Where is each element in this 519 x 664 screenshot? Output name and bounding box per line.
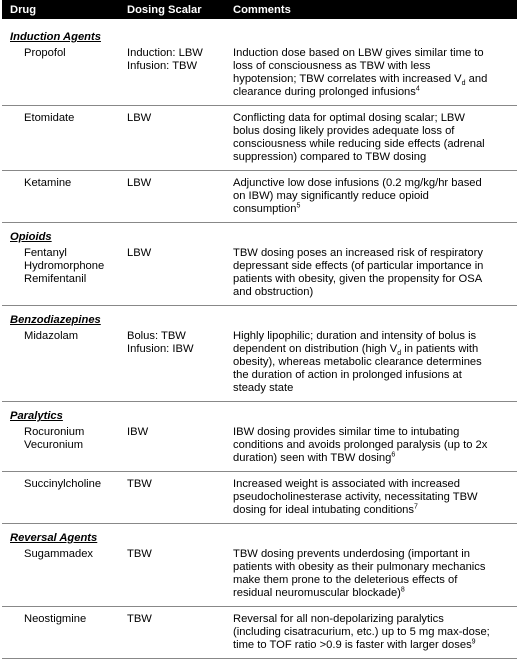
dosing-scalar-cell bbox=[125, 112, 231, 164]
scalar-line: LBW bbox=[127, 112, 152, 124]
drug-cell bbox=[2, 548, 125, 600]
drug-cell bbox=[2, 47, 125, 99]
drug-cell bbox=[2, 247, 125, 299]
drug-line: Midazolam bbox=[24, 330, 79, 342]
table-row bbox=[2, 426, 517, 465]
dosing-scalar-cell bbox=[125, 426, 231, 465]
comment-line: make them prone to the deleterious effects of bbox=[233, 574, 458, 586]
drug-line: Fentanyl bbox=[24, 247, 67, 259]
header-comments: Comments bbox=[233, 3, 291, 16]
section-spacer bbox=[2, 306, 517, 314]
scalar-line: TBW bbox=[127, 478, 152, 490]
drug-line: Neostigmine bbox=[24, 613, 87, 625]
table-row bbox=[2, 478, 517, 517]
comment-line: steady state bbox=[233, 382, 294, 394]
section-spacer bbox=[2, 223, 517, 231]
comment-line: time to TOF ratio >0.9 is faster with larger doses$^9$ bbox=[233, 638, 476, 651]
section-title: Induction Agents bbox=[10, 31, 101, 43]
dosing-scalar-cell bbox=[125, 47, 231, 99]
comments-cell bbox=[231, 177, 517, 216]
drug-line: Hydromorphone bbox=[24, 260, 105, 272]
comment-line: pseudocholinesterase activity, necessitating TBW bbox=[233, 491, 478, 503]
section-title: Paralytics bbox=[10, 410, 63, 422]
scalar-line: TBW bbox=[127, 613, 152, 625]
comment-line: bolus dosing likely provides adequate loss of bbox=[233, 125, 455, 137]
drug-line: Etomidate bbox=[24, 112, 75, 124]
comment-line: TBW dosing poses an increased risk of respiratory bbox=[233, 247, 483, 259]
scalar-line: Bolus: TBW bbox=[127, 330, 186, 342]
comment-line: suppression) compared to TBW dosing bbox=[233, 151, 427, 163]
comment-line: and obstruction) bbox=[233, 286, 314, 298]
table-header bbox=[2, 0, 517, 19]
comment-line: Induction dose based on LBW gives similar time to bbox=[233, 47, 484, 59]
comments-cell bbox=[231, 478, 517, 517]
comment-line: duration) seen with TBW dosing$^6$ bbox=[233, 451, 396, 464]
table-row bbox=[2, 548, 517, 600]
header-dosing-scalar: Dosing Scalar bbox=[127, 3, 202, 16]
section-spacer bbox=[2, 19, 517, 31]
drug-cell bbox=[2, 426, 125, 465]
comments-cell bbox=[231, 47, 517, 99]
comment-line: Increased weight is associated with increased bbox=[233, 478, 460, 490]
section-title: Benzodiazepines bbox=[10, 314, 101, 326]
section-title: Opioids bbox=[10, 231, 52, 243]
table-row bbox=[2, 47, 517, 99]
comments-cell bbox=[231, 426, 517, 465]
comment-line: Conflicting data for optimal dosing scalar; LBW bbox=[233, 112, 465, 124]
comment-line: hypotension; TBW correlates with increased $V_d$ and bbox=[233, 73, 488, 88]
comment-line: patients with obesity as their pulmonary mechanics bbox=[233, 561, 486, 573]
comments-cell bbox=[231, 330, 517, 395]
drug-line: Rocuronium bbox=[24, 426, 85, 438]
comment-line: patients with obesity, given the propensity for OSA bbox=[233, 273, 483, 285]
comment-line: Highly lipophilic; duration and intensity of bolus is bbox=[233, 330, 477, 342]
comment-line: on IBW) may significantly reduce opioid bbox=[233, 190, 429, 202]
dosing-scalar-cell bbox=[125, 548, 231, 600]
dosing-scalar-cell bbox=[125, 613, 231, 652]
drug-cell bbox=[2, 177, 125, 216]
section-title: Reversal Agents bbox=[10, 532, 98, 544]
comment-line: conditions and avoids prolonged paralysis (up to 2x bbox=[233, 439, 488, 451]
scalar-line: Infusion: TBW bbox=[127, 60, 198, 72]
table-row bbox=[2, 112, 517, 164]
dosing-scalar-cell bbox=[125, 177, 231, 216]
comment-line: (including cisatracurium, etc.) up to 5 mg max-dose; bbox=[233, 626, 490, 638]
comments-cell bbox=[231, 613, 517, 652]
comment-line: dosing for ideal intubating conditions$^7$ bbox=[233, 503, 418, 516]
comments-cell bbox=[231, 112, 517, 164]
comment-line: consumption$^5$ bbox=[233, 202, 301, 215]
comment-line: loss of consciousness as TBW with less bbox=[233, 60, 431, 72]
scalar-line: IBW bbox=[127, 426, 149, 438]
scalar-line: TBW bbox=[127, 548, 152, 560]
drug-line: Vecuronium bbox=[24, 439, 84, 451]
table-body bbox=[2, 19, 517, 659]
section-spacer bbox=[2, 524, 517, 532]
drug-cell bbox=[2, 478, 125, 517]
comment-line: TBW dosing prevents underdosing (important in bbox=[233, 548, 470, 560]
drug-cell bbox=[2, 330, 125, 395]
comment-line: obesity), whereas metabolic clearance determines bbox=[233, 356, 482, 368]
table-row bbox=[2, 247, 517, 299]
table-row bbox=[2, 330, 517, 395]
header-drug: Drug bbox=[10, 3, 37, 16]
scalar-line: Induction: LBW bbox=[127, 47, 203, 59]
drug-cell bbox=[2, 613, 125, 652]
table-row bbox=[2, 177, 517, 216]
scalar-line: Infusion: IBW bbox=[127, 343, 194, 355]
dosing-scalar-cell bbox=[125, 247, 231, 299]
row-divider bbox=[2, 658, 517, 659]
comments-cell bbox=[231, 548, 517, 600]
table-row bbox=[2, 613, 517, 652]
drug-line: Propofol bbox=[24, 47, 66, 59]
drug-line: Succinylcholine bbox=[24, 478, 102, 490]
dosing-scalar-cell bbox=[125, 478, 231, 517]
drug-line: Sugammadex bbox=[24, 548, 94, 560]
comment-line: consciousness while reducing side effects (adrenal bbox=[233, 138, 485, 150]
comment-line: depressant side effects (of particular importance in bbox=[233, 260, 484, 272]
comment-line: residual neuromuscular blockade)$^8$ bbox=[233, 586, 405, 599]
drug-cell bbox=[2, 112, 125, 164]
drug-line: Ketamine bbox=[24, 177, 72, 189]
scalar-line: LBW bbox=[127, 247, 152, 259]
dosing-scalar-cell bbox=[125, 330, 231, 395]
comment-line: Adjunctive low dose infusions (0.2 mg/kg/hr based bbox=[233, 177, 482, 189]
comments-cell bbox=[231, 247, 517, 299]
scalar-line: LBW bbox=[127, 177, 152, 189]
comment-line: clearance during prolonged infusions$^4$ bbox=[233, 85, 420, 98]
comment-line: dependent on distribution (high $V_d$ in patients with bbox=[233, 343, 479, 358]
dosing-table bbox=[2, 0, 517, 659]
comment-line: the duration of action in prolonged infusions at bbox=[233, 369, 462, 381]
comment-line: IBW dosing provides similar time to intubating bbox=[233, 426, 460, 438]
drug-line: Remifentanil bbox=[24, 273, 87, 285]
comment-line: Reversal for all non-depolarizing paralytics bbox=[233, 613, 444, 625]
section-spacer bbox=[2, 402, 517, 410]
